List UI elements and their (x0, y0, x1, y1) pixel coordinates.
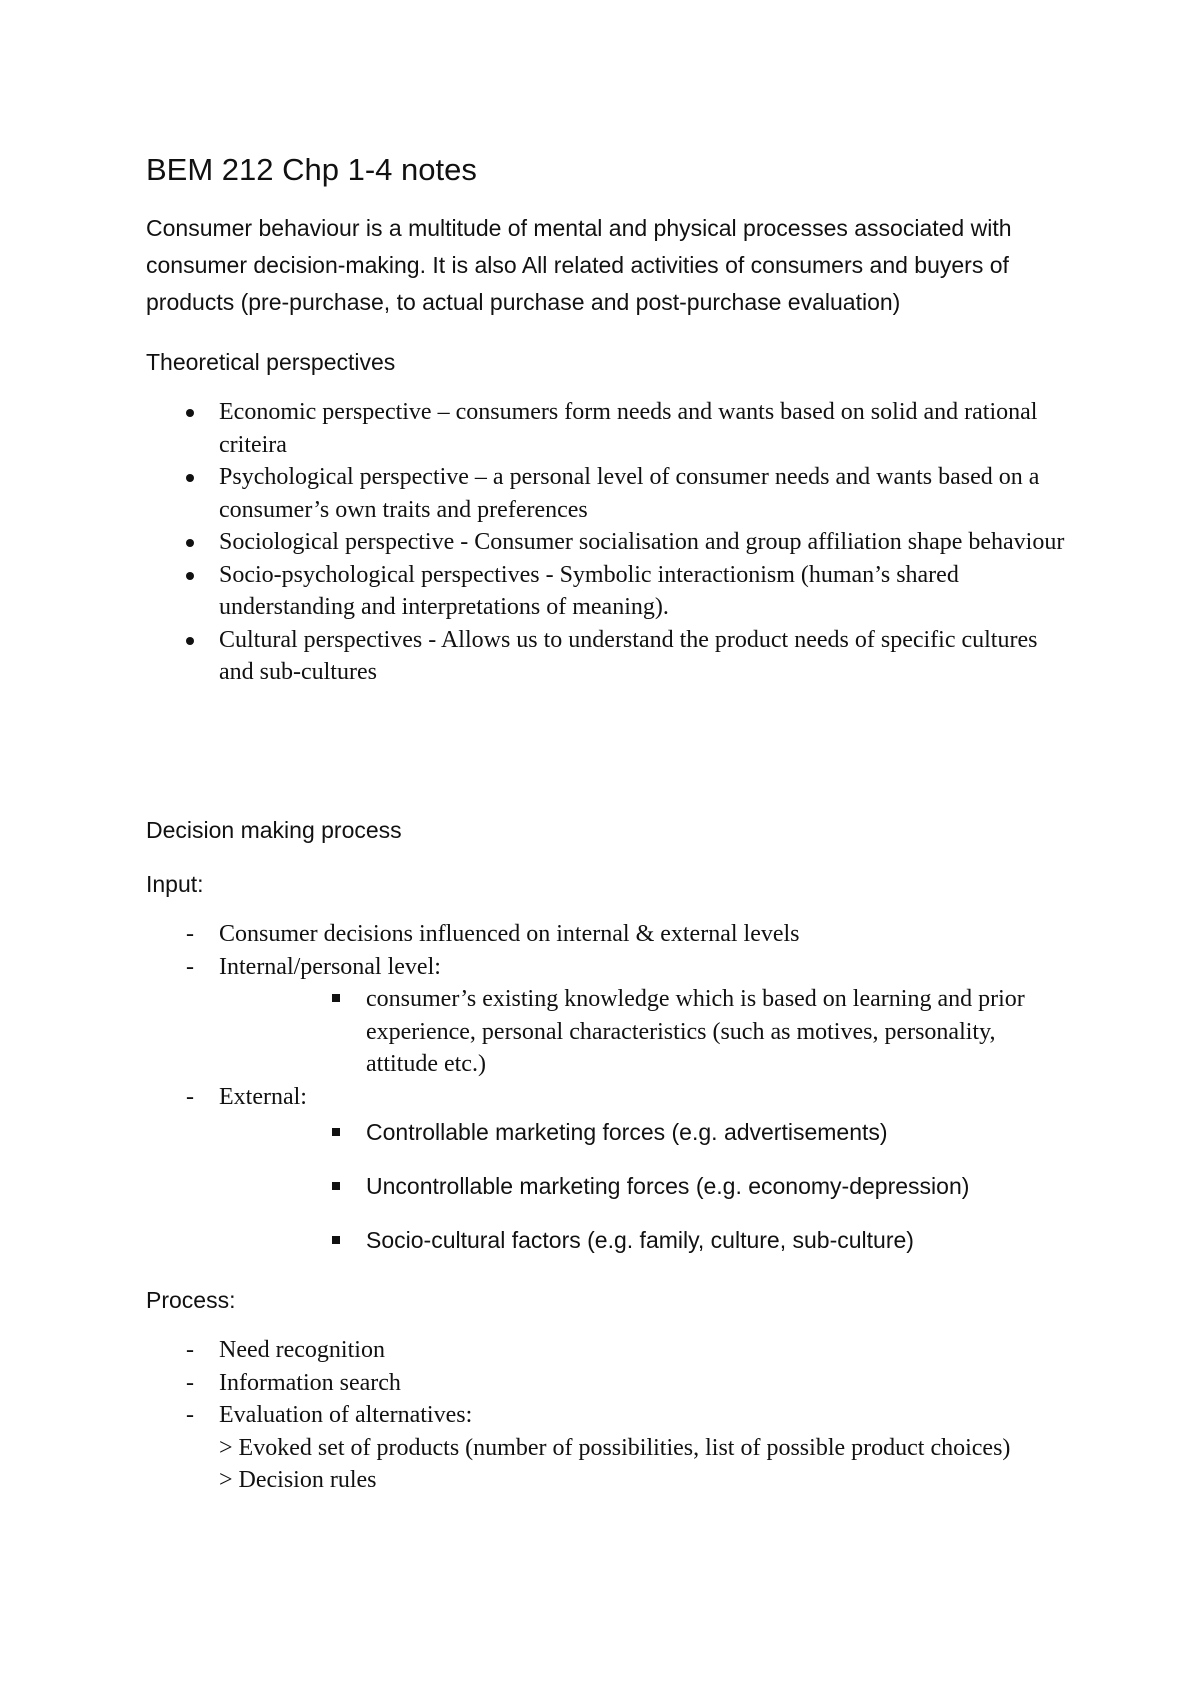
input-list (146, 918, 1066, 1113)
list-item: - Internal/personal level: (146, 951, 1066, 984)
external-factors-list (146, 1224, 1066, 1256)
bullet-icon (186, 572, 194, 580)
external-factors-list (146, 1116, 1066, 1148)
list-item: Economic perspective – consumers form needs and wants based on solid and rational criteira (146, 396, 1066, 461)
list-item: - Evaluation of alternatives: (146, 1399, 1066, 1432)
square-bullet-icon (332, 1128, 340, 1136)
list-item: - Consumer decisions influenced on internal & external levels (146, 918, 1066, 951)
evaluation-detail: > Evoked set of products (number of possibilities, list of possible product choices) (219, 1434, 1011, 1461)
square-bullet-icon (332, 1182, 340, 1190)
sub-list-item: Uncontrollable marketing forces (e.g. economy-depression) (146, 1170, 1066, 1202)
bullet-icon (186, 474, 194, 482)
external-factors-list (146, 1170, 1066, 1202)
dash-icon: - (186, 921, 194, 947)
list-item: - Information search (146, 1367, 1066, 1400)
bullet-icon (186, 539, 194, 547)
list-item: Socio-psychological perspectives - Symbolic interactionism (human’s shared understanding and interpretations of meaning). (146, 559, 1066, 624)
document-title: BEM 212 Chp 1-4 notes (146, 152, 477, 187)
dash-icon: - (186, 953, 194, 980)
list-item: - Need recognition (146, 1334, 1066, 1367)
intro-paragraph: Consumer behaviour is a multitude of mental and physical processes associated with consumer decision-making. It is also All related activities of consumers and buyers of products (pre-purchase, to actual purchase and post-purchase evaluation) (146, 215, 1012, 315)
square-bullet-icon (332, 994, 340, 1002)
decision-making-heading: Decision making process (146, 817, 402, 843)
process-list (146, 1334, 1066, 1497)
sub-list-item: Controllable marketing forces (e.g. advertisements) (146, 1116, 1066, 1148)
theoretical-perspectives-heading: Theoretical perspectives (146, 349, 396, 375)
dash-icon: - (186, 1083, 194, 1110)
sub-list-item: consumer’s existing knowledge which is based on learning and prior experience, personal characteristics (such as motives, personality, attitude etc.) (146, 983, 1066, 1081)
dash-icon: - (186, 1337, 194, 1363)
bullet-icon (186, 637, 194, 645)
list-item: Psychological perspective – a personal level of consumer needs and wants based on a consumer’s own traits and preferences (146, 461, 1066, 526)
dash-icon: - (186, 1402, 194, 1428)
square-bullet-icon (332, 1236, 340, 1244)
input-heading: Input: (146, 871, 204, 897)
dash-icon: - (186, 1369, 194, 1396)
list-item: Sociological perspective - Consumer socialisation and group affiliation shape behaviour (146, 526, 1066, 559)
list-item: - External: (146, 1081, 1066, 1114)
sub-list-item: Socio-cultural factors (e.g. family, culture, sub-culture) (146, 1224, 1066, 1256)
process-heading: Process: (146, 1287, 236, 1313)
evaluation-detail: > Decision rules (219, 1467, 377, 1493)
list-item: Cultural perspectives - Allows us to understand the product needs of specific cultures and sub-cultures (146, 624, 1066, 689)
bullet-icon (186, 409, 194, 417)
theoretical-perspectives-list (146, 396, 1066, 689)
